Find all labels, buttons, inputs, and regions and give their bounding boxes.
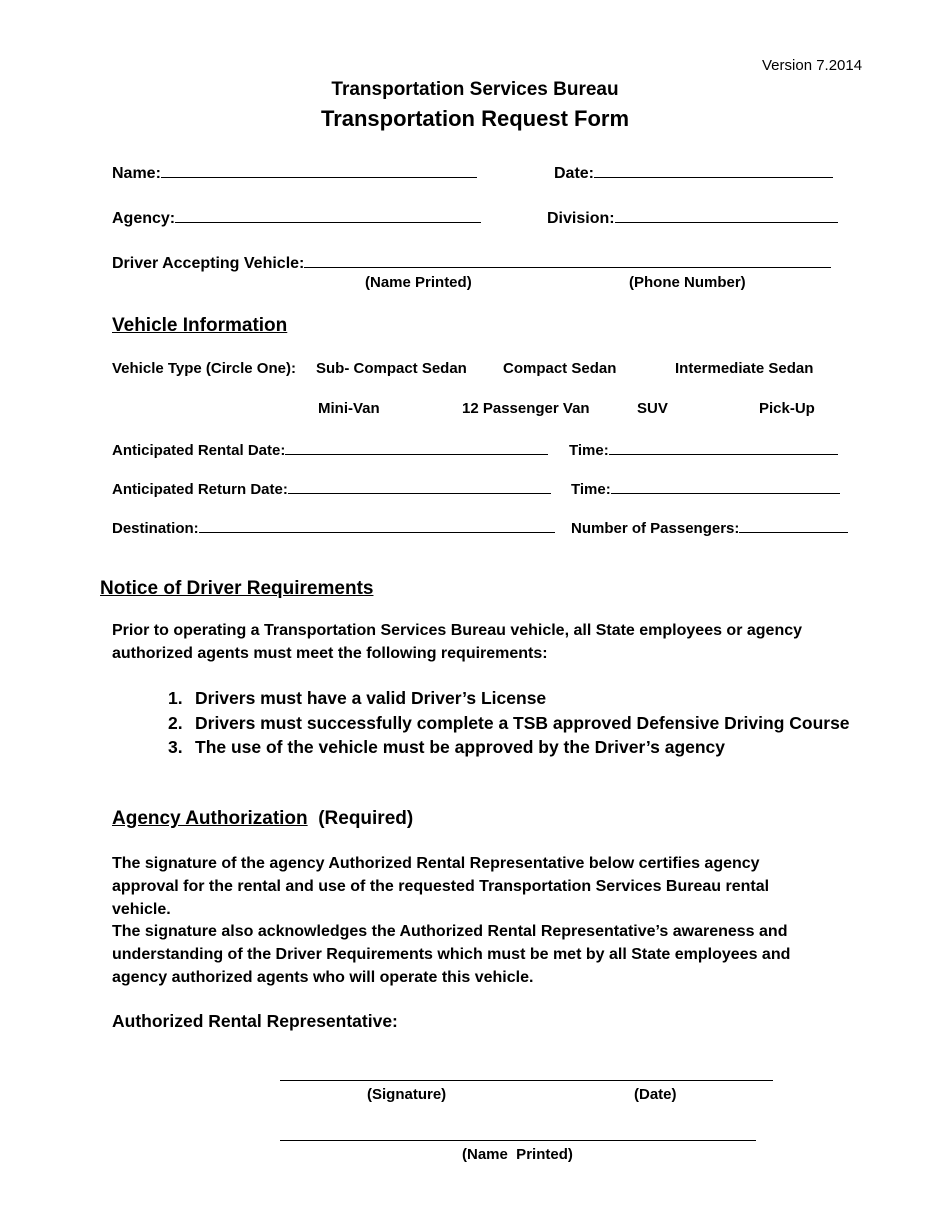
vehicle-info-heading: Vehicle Information [112, 315, 288, 336]
requirements-list [168, 688, 850, 762]
vehicle-option-compact[interactable]: Compact Sedan [503, 360, 617, 377]
return-time-input-line[interactable] [611, 478, 840, 494]
form-title: Transportation Request Form [320, 106, 630, 131]
authorization-paragraph-2: The signature also acknowledges the Authorized Rental Representative’s awareness and understanding of the Driver Requirements which must be met by all State employees and agency authorized agents who will operate this vehicle. [112, 923, 791, 986]
authorization-paragraph-1: The signature of the agency Authorized Rental Representative below certifies agency approval for the rental and use of the requested Transportation Services Bureau rental vehicle. [112, 855, 770, 918]
vehicle-option-intermediate[interactable]: Intermediate Sedan [675, 360, 814, 377]
authorization-required: (Required) [318, 808, 414, 829]
passengers-field[interactable] [571, 517, 848, 537]
rental-date-input-line[interactable] [285, 439, 548, 455]
division-field[interactable] [547, 207, 838, 228]
agency-input-line[interactable] [175, 207, 481, 223]
passengers-input-line[interactable] [739, 517, 848, 533]
bureau-title: Transportation Services Bureau [331, 79, 619, 100]
rental-date-label: Anticipated Rental Date: [112, 442, 286, 459]
division-input-line[interactable] [615, 207, 838, 223]
rental-time-field[interactable] [569, 439, 838, 459]
agency-field[interactable] [112, 207, 481, 228]
requirement-text: Drivers must have a valid Driver’s License [195, 688, 547, 708]
name-field[interactable] [112, 162, 477, 183]
name-label: Name: [112, 165, 161, 182]
return-date-field[interactable] [112, 478, 551, 498]
signature-caption: (Signature) [367, 1086, 447, 1103]
return-date-label: Anticipated Return Date: [112, 481, 288, 498]
passengers-label: Number of Passengers: [571, 520, 740, 537]
requirement-number: 3. [168, 737, 183, 757]
vehicle-type-label: Vehicle Type (Circle One): [112, 360, 296, 377]
agency-label: Agency: [112, 210, 176, 227]
requirement-text: Drivers must successfully complete a TSB approved Defensive Driving Course [195, 712, 850, 733]
driver-input-line[interactable] [304, 252, 831, 268]
version-label: Version 7.2014 [762, 57, 863, 74]
vehicle-option-pick-up[interactable]: Pick-Up [759, 400, 815, 417]
date-label: Date: [554, 165, 595, 182]
list-item [168, 688, 850, 713]
destination-field[interactable] [112, 517, 555, 537]
requirement-number: 1. [168, 688, 183, 708]
vehicle-option-sub-compact[interactable]: Sub- Compact Sedan [316, 360, 467, 377]
rental-time-input-line[interactable] [609, 439, 838, 455]
rental-time-label: Time: [569, 442, 609, 459]
list-item [168, 713, 850, 738]
driver-field[interactable] [112, 252, 831, 273]
signature-line[interactable] [280, 1080, 773, 1081]
notice-heading: Notice of Driver Requirements [100, 578, 374, 599]
signature-date-caption: (Date) [634, 1086, 677, 1103]
requirement-number: 2. [168, 712, 183, 733]
rep-label: Authorized Rental Representative: [112, 1011, 398, 1031]
name-input-line[interactable] [161, 162, 477, 178]
authorization-heading: Agency Authorization [112, 808, 308, 829]
destination-label: Destination: [112, 520, 199, 537]
name-printed-line[interactable] [280, 1140, 756, 1141]
authorization-heading-row [112, 808, 413, 830]
driver-phone-caption: (Phone Number) [629, 274, 746, 291]
rep-name-printed-caption: (Name Printed) [462, 1146, 573, 1163]
vehicle-option-mini-van[interactable]: Mini-Van [318, 400, 380, 417]
vehicle-option-suv[interactable]: SUV [637, 400, 668, 417]
return-date-input-line[interactable] [288, 478, 551, 494]
destination-input-line[interactable] [199, 517, 555, 533]
return-time-label: Time: [571, 481, 611, 498]
driver-name-printed-caption: (Name Printed) [365, 274, 472, 291]
vehicle-option-12-passenger-van[interactable]: 12 Passenger Van [462, 400, 590, 417]
rental-date-field[interactable] [112, 439, 548, 459]
return-time-field[interactable] [571, 478, 840, 498]
division-label: Division: [547, 210, 615, 227]
notice-intro: Prior to operating a Transportation Services Bureau vehicle, all State employees or agency authorized agents must meet the following requirements: [112, 622, 803, 662]
date-field[interactable] [554, 162, 833, 183]
driver-label: Driver Accepting Vehicle: [112, 255, 305, 272]
list-item [168, 737, 850, 762]
requirement-text: The use of the vehicle must be approved by the Driver’s agency [195, 737, 726, 757]
date-input-line[interactable] [594, 162, 833, 178]
